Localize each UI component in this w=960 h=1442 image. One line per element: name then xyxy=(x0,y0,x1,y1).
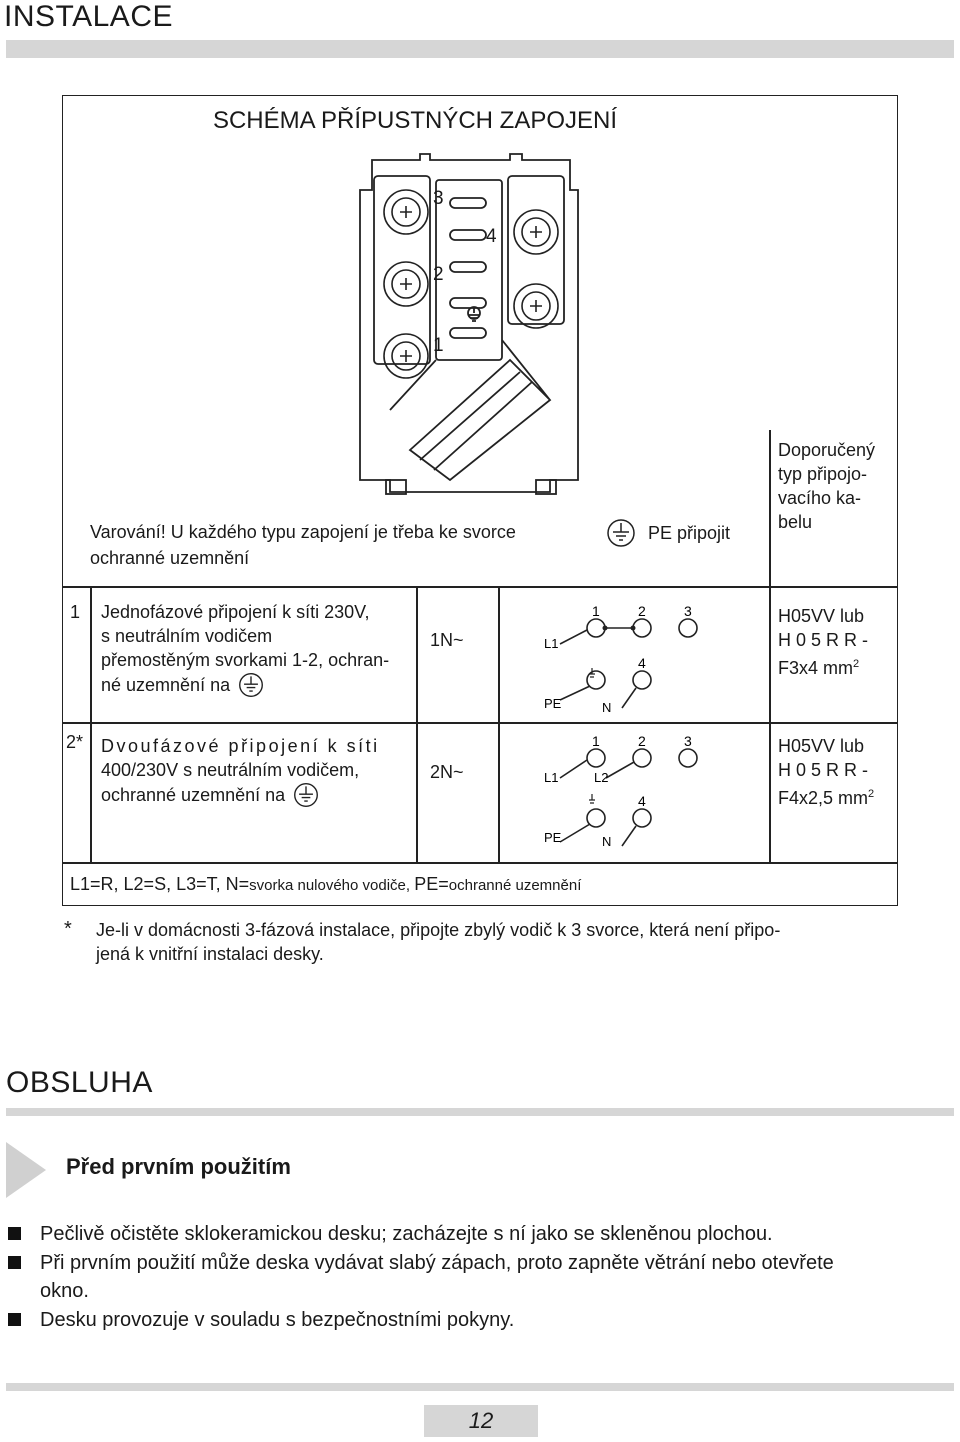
bullet-text: Při prvním použití může deska vydávat slabý zápach, proto zapněte větrání nebo otevřete xyxy=(40,1252,834,1274)
bullet-icon xyxy=(8,1313,21,1326)
ground-icon xyxy=(238,672,264,698)
warning-line-2: ochranné uzemnění xyxy=(90,548,250,568)
legend-part: ochranné uzemnění xyxy=(448,877,582,894)
table-col-type xyxy=(416,586,418,862)
wire-label: PE xyxy=(544,830,562,845)
terminal-num: 4 xyxy=(638,655,646,671)
cable-sup: 2 xyxy=(853,658,860,670)
terminal-label-4: 4 xyxy=(486,226,497,247)
ground-icon xyxy=(293,782,319,808)
table-col-diagram xyxy=(498,586,500,862)
cable-sup: 2 xyxy=(868,788,875,800)
section-title-instalace: INSTALACE xyxy=(4,0,173,33)
cable-line: H05VV lub xyxy=(778,606,865,626)
cable-header-line: Doporučený xyxy=(778,440,876,460)
connection-type: 2N~ xyxy=(430,762,464,782)
wire-label: N xyxy=(602,834,612,849)
desc-line: s neutrálním vodičem xyxy=(101,626,273,646)
cable-line-text: F4x2,5 mm xyxy=(778,788,869,808)
wire-label: L1 xyxy=(544,770,559,785)
bullet-text-continuation: okno. xyxy=(40,1280,89,1302)
cable-line: H 0 5 R R - xyxy=(778,630,869,650)
table-col-num xyxy=(90,586,92,862)
bullet-text: Desku provozuje v souladu s bezpečnostními pokyny. xyxy=(40,1309,515,1331)
cable-header-line: typ připojo- xyxy=(778,464,868,484)
desc-line: Jednofázové připojení k síti 230V, xyxy=(101,602,370,622)
cable-line xyxy=(778,782,874,810)
section-divider xyxy=(6,1108,954,1116)
schema-title: SCHÉMA PŘÍPUSTNÝCH ZAPOJENÍ xyxy=(212,107,618,134)
legend-part: svorka nulového vodiče, xyxy=(249,877,415,894)
table-row-divider xyxy=(62,722,898,724)
subsection-title: Před prvním použitím xyxy=(66,1154,291,1179)
row-number: 1 xyxy=(70,602,81,622)
play-arrow-icon xyxy=(6,1142,46,1198)
legend xyxy=(70,872,581,898)
cable-header xyxy=(778,438,875,534)
terminal-num: 1 xyxy=(592,603,600,619)
wiring-diagram-2n xyxy=(530,730,710,850)
pe-connect-label: PE připojit xyxy=(648,523,731,543)
bullet-text: Pečlivě očistěte sklokeramickou desku; zacházejte s ní jako se skleněnou plochou. xyxy=(40,1223,773,1245)
desc-line xyxy=(101,782,406,808)
terminal-label-1: 1 xyxy=(433,335,444,356)
desc-line: 400/230V s neutrálním vodičem, xyxy=(101,760,360,780)
bullet-icon xyxy=(8,1227,21,1240)
terminal-block-drawing xyxy=(350,150,610,500)
cable-column-divider xyxy=(769,430,771,862)
wire-label: PE xyxy=(544,696,562,711)
wire-label: L1 xyxy=(544,636,559,651)
legend-part: PE= xyxy=(414,874,449,894)
terminal-num: 2 xyxy=(638,603,646,619)
page-number: 12 xyxy=(424,1405,538,1437)
wiring-diagram-1n xyxy=(530,600,710,716)
cable-spec xyxy=(778,734,874,810)
cable-line: H05VV lub xyxy=(778,736,865,756)
cable-line-text: F3x4 mm xyxy=(778,658,854,678)
warning-line-1: Varování! U každého typu zapojení je třeba ke svorce xyxy=(90,522,516,542)
connection-type: 1N~ xyxy=(430,630,464,650)
terminal-label-3: 3 xyxy=(433,188,444,209)
wire-label: N xyxy=(602,700,612,715)
section-title-obsluha: OBSLUHA xyxy=(6,1066,153,1099)
terminal-num: 1 xyxy=(592,733,600,749)
terminal-num: 2 xyxy=(638,733,646,749)
terminal-num: 4 xyxy=(638,793,646,809)
cable-spec xyxy=(778,604,868,680)
table-top-line xyxy=(62,586,898,588)
row-description xyxy=(101,600,406,698)
cable-line: H 0 5 R R - xyxy=(778,760,869,780)
terminal-label-2: 2 xyxy=(433,264,444,285)
cable-header-line: vacího ka- xyxy=(778,488,862,508)
cable-header-line: belu xyxy=(778,512,813,532)
terminal-num: 3 xyxy=(684,603,692,619)
desc-line-text: né uzemnění na xyxy=(101,675,231,695)
footnote-line-2: jená k vnitřní instalaci desky. xyxy=(96,944,324,964)
row-description xyxy=(101,734,406,808)
table-bottom-line xyxy=(62,862,898,864)
wire-label: L2 xyxy=(594,770,609,785)
bullet-icon xyxy=(8,1256,21,1269)
footnote-line-1: Je-li v domácnosti 3-fázová instalace, připojte zbylý vodič k 3 svorce, která není připo- xyxy=(96,920,781,940)
row-number: 2* xyxy=(66,732,84,752)
desc-line-text: ochranné uzemnění na xyxy=(101,785,286,805)
section-divider xyxy=(6,40,954,58)
cable-line xyxy=(778,652,868,680)
footnote-star: * xyxy=(64,918,72,940)
desc-line: Dvoufázové připojení k síti xyxy=(101,736,380,756)
desc-line: přemostěným svorkami 1-2, ochran- xyxy=(101,650,390,670)
footer-divider xyxy=(6,1383,954,1391)
legend-part: L1=R, L2=S, L3=T, N= xyxy=(70,874,250,894)
desc-line xyxy=(101,672,406,698)
terminal-num: 3 xyxy=(684,733,692,749)
ground-icon xyxy=(606,518,636,548)
